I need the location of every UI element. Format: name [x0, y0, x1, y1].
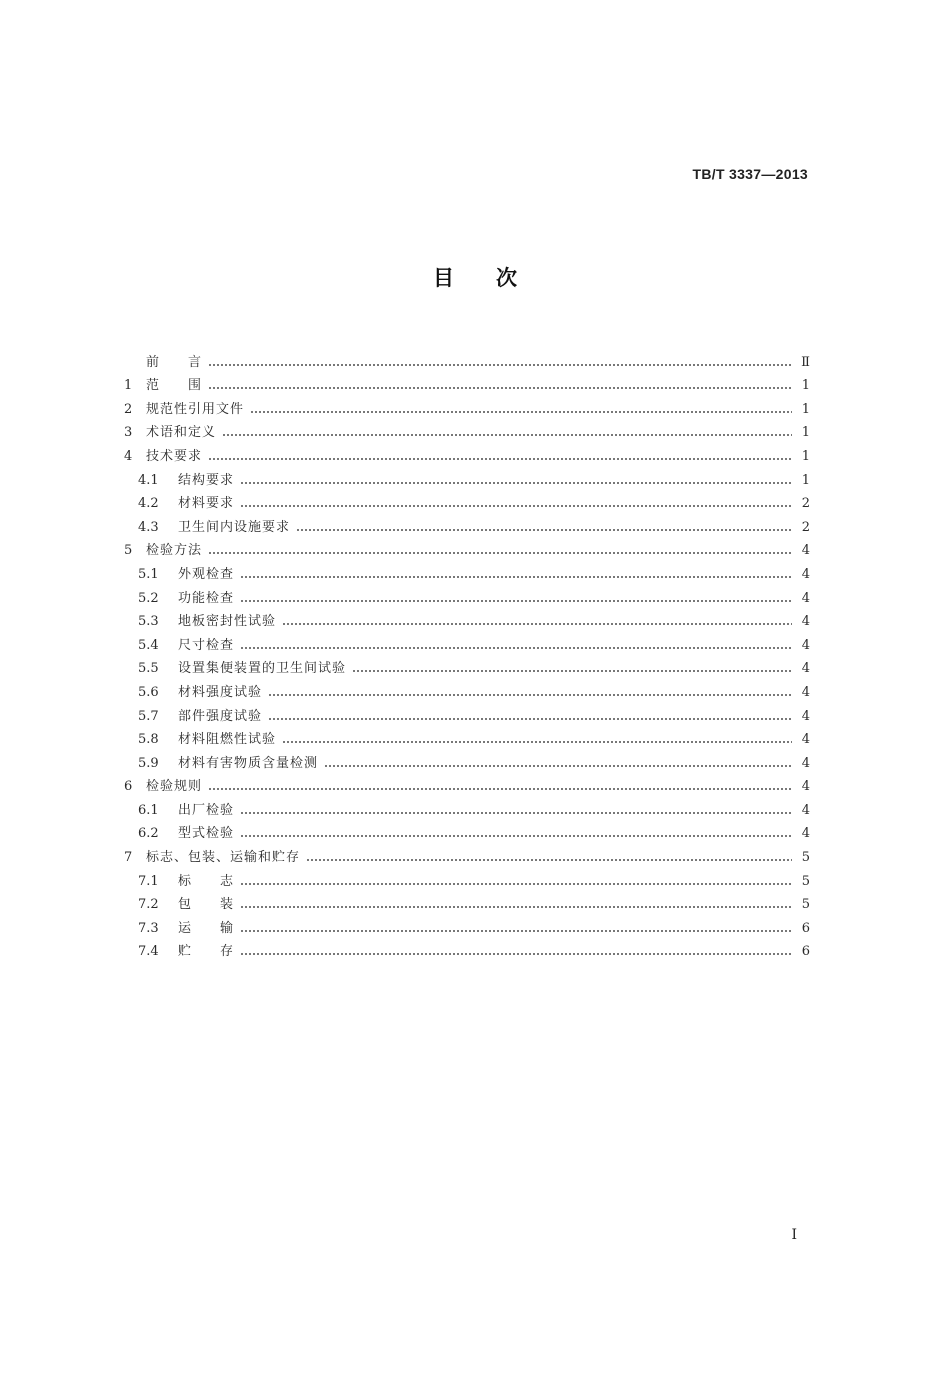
toc-entry-foreword[interactable]	[124, 347, 810, 371]
toc-entry-number: 3	[124, 425, 133, 441]
toc-entry-number: 7.2	[138, 897, 159, 913]
toc-entry-page: 6	[801, 920, 810, 936]
toc-dot-leader	[240, 575, 792, 579]
toc-entry-page: 1	[801, 472, 810, 488]
toc-entry-5-8[interactable]	[124, 725, 810, 749]
toc-entry-page: 4	[801, 637, 810, 653]
toc-entry-7[interactable]	[124, 842, 810, 866]
toc-entry-label: 贮 存	[178, 944, 235, 960]
toc-entry-number: 5.6	[138, 684, 159, 700]
toc-entry-1[interactable]	[124, 371, 810, 395]
toc-entry-3[interactable]	[124, 418, 810, 442]
table-of-contents	[124, 347, 810, 960]
toc-entry-number: 5.7	[138, 708, 159, 724]
toc-entry-5-1[interactable]	[124, 559, 810, 583]
toc-entry-7-4[interactable]	[124, 937, 810, 961]
toc-entry-5-9[interactable]	[124, 748, 810, 772]
toc-dot-leader	[208, 457, 792, 461]
toc-entry-number: 5.1	[138, 566, 159, 582]
toc-entry-page: 4	[801, 826, 810, 842]
toc-entry-number: 1	[124, 378, 133, 394]
toc-dot-leader	[282, 622, 792, 626]
toc-entry-label: 材料阻燃性试验	[178, 732, 277, 748]
toc-entry-number: 5	[124, 543, 133, 559]
toc-entry-page: 4	[801, 779, 810, 795]
toc-entry-number: 5.8	[138, 732, 159, 748]
toc-entry-page: 6	[801, 944, 810, 960]
toc-entry-page: 5	[801, 897, 810, 913]
toc-dot-leader	[240, 905, 792, 909]
toc-entry-number: 4.3	[138, 519, 159, 535]
toc-entry-page: 4	[801, 614, 810, 630]
toc-entry-page: 1	[801, 448, 810, 464]
toc-entry-number: 5.2	[138, 590, 159, 606]
toc-entry-page: 4	[801, 543, 810, 559]
toc-dot-leader	[240, 929, 792, 933]
toc-entry-6-1[interactable]	[124, 795, 810, 819]
toc-entry-page: 2	[801, 519, 810, 535]
toc-entry-7-1[interactable]	[124, 866, 810, 890]
toc-dot-leader	[240, 504, 792, 508]
toc-entry-page: 4	[801, 566, 810, 582]
toc-entry-page: 2	[801, 496, 810, 512]
toc-dot-leader	[268, 717, 792, 721]
toc-entry-label: 规范性引用文件	[146, 401, 245, 417]
toc-entry-page: 4	[801, 661, 810, 677]
toc-entry-5-3[interactable]	[124, 607, 810, 631]
toc-entry-number: 4.1	[138, 472, 159, 488]
toc-entry-number: 7	[124, 850, 133, 866]
toc-dot-leader	[240, 646, 792, 650]
toc-entry-page: 1	[801, 401, 810, 417]
toc-dot-leader	[240, 481, 792, 485]
toc-entry-label: 地板密封性试验	[178, 614, 277, 630]
toc-entry-label: 运 输	[178, 920, 235, 936]
toc-dot-leader	[240, 834, 792, 838]
toc-entry-label: 标 志	[178, 873, 235, 889]
toc-entry-label: 设置集便装置的卫生间试验	[178, 661, 347, 677]
toc-entry-label: 部件强度试验	[178, 708, 263, 724]
toc-entry-label: 材料要求	[178, 496, 235, 512]
toc-entry-label: 卫生间内设施要求	[178, 519, 291, 535]
toc-entry-5-4[interactable]	[124, 630, 810, 654]
toc-entry-label: 术语和定义	[146, 425, 217, 441]
toc-entry-4-2[interactable]	[124, 489, 810, 513]
toc-entry-number: 7.3	[138, 920, 159, 936]
toc-entry-6[interactable]	[124, 772, 810, 796]
toc-entry-number: 5.5	[138, 661, 159, 677]
standard-number: TB/T 3337—2013	[692, 166, 808, 182]
toc-entry-label: 检验规则	[146, 779, 203, 795]
toc-dot-leader	[222, 433, 792, 437]
toc-entry-number: 5.3	[138, 614, 159, 630]
toc-dot-leader	[240, 599, 792, 603]
toc-dot-leader	[208, 363, 792, 367]
toc-entry-label: 型式检验	[178, 826, 235, 842]
toc-entry-page: 4	[801, 684, 810, 700]
toc-entry-number: 6.1	[138, 802, 159, 818]
toc-entry-4-1[interactable]	[124, 465, 810, 489]
toc-entry-page: 4	[801, 732, 810, 748]
toc-entry-label: 外观检查	[178, 566, 235, 582]
toc-entry-6-2[interactable]	[124, 819, 810, 843]
toc-entry-number: 5.4	[138, 637, 159, 653]
toc-entry-page: 4	[801, 802, 810, 818]
toc-entry-number: 4.2	[138, 496, 159, 512]
toc-dot-leader	[268, 693, 792, 697]
toc-entry-label: 出厂检验	[178, 802, 235, 818]
toc-entry-5-7[interactable]	[124, 701, 810, 725]
toc-dot-leader	[352, 669, 792, 673]
toc-entry-label: 材料强度试验	[178, 684, 263, 700]
toc-entry-label: 功能检查	[178, 590, 235, 606]
toc-entry-label: 技术要求	[146, 448, 203, 464]
toc-entry-4[interactable]	[124, 441, 810, 465]
toc-entry-7-3[interactable]	[124, 913, 810, 937]
toc-entry-label: 标志、包装、运输和贮存	[146, 850, 301, 866]
toc-entry-label: 结构要求	[178, 472, 235, 488]
toc-entry-number: 2	[124, 401, 133, 417]
toc-entry-label: 前 言	[146, 354, 203, 370]
toc-dot-leader	[282, 740, 792, 744]
toc-entry-page: 5	[801, 873, 810, 889]
toc-entry-page: 5	[801, 850, 810, 866]
toc-dot-leader	[324, 764, 792, 768]
toc-dot-leader	[250, 410, 792, 414]
toc-entry-number: 5.9	[138, 755, 159, 771]
toc-entry-label: 材料有害物质含量检测	[178, 755, 319, 771]
toc-entry-4-3[interactable]	[124, 512, 810, 536]
toc-dot-leader	[240, 882, 792, 886]
toc-entry-page: 1	[801, 425, 810, 441]
toc-dot-leader	[208, 787, 792, 791]
toc-dot-leader	[208, 551, 792, 555]
toc-dot-leader	[240, 811, 792, 815]
toc-entry-number: 6	[124, 779, 133, 795]
toc-entry-number: 6.2	[138, 826, 159, 842]
toc-entry-page: 4	[801, 755, 810, 771]
page-number: Ⅰ	[791, 1227, 797, 1243]
toc-entry-label: 范 围	[146, 378, 203, 394]
toc-entry-number: 4	[124, 448, 133, 464]
toc-entry-number: 7.4	[138, 944, 159, 960]
toc-entry-label: 尺寸检查	[178, 637, 235, 653]
toc-entry-5-6[interactable]	[124, 677, 810, 701]
toc-dot-leader	[296, 528, 792, 532]
toc-dot-leader	[208, 386, 792, 390]
toc-entry-5[interactable]	[124, 536, 810, 560]
toc-dot-leader	[306, 858, 792, 862]
toc-entry-5-5[interactable]	[124, 654, 810, 678]
toc-entry-5-2[interactable]	[124, 583, 810, 607]
page-title: 目次	[433, 265, 559, 290]
toc-entry-page: 1	[801, 378, 810, 394]
toc-entry-page: Ⅱ	[801, 354, 810, 370]
toc-entry-number: 7.1	[138, 873, 159, 889]
toc-entry-page: 4	[801, 590, 810, 606]
toc-entry-page: 4	[801, 708, 810, 724]
toc-entry-7-2[interactable]	[124, 890, 810, 914]
toc-dot-leader	[240, 952, 792, 956]
toc-entry-2[interactable]	[124, 394, 810, 418]
toc-entry-label: 检验方法	[146, 543, 203, 559]
toc-entry-label: 包 装	[178, 897, 235, 913]
